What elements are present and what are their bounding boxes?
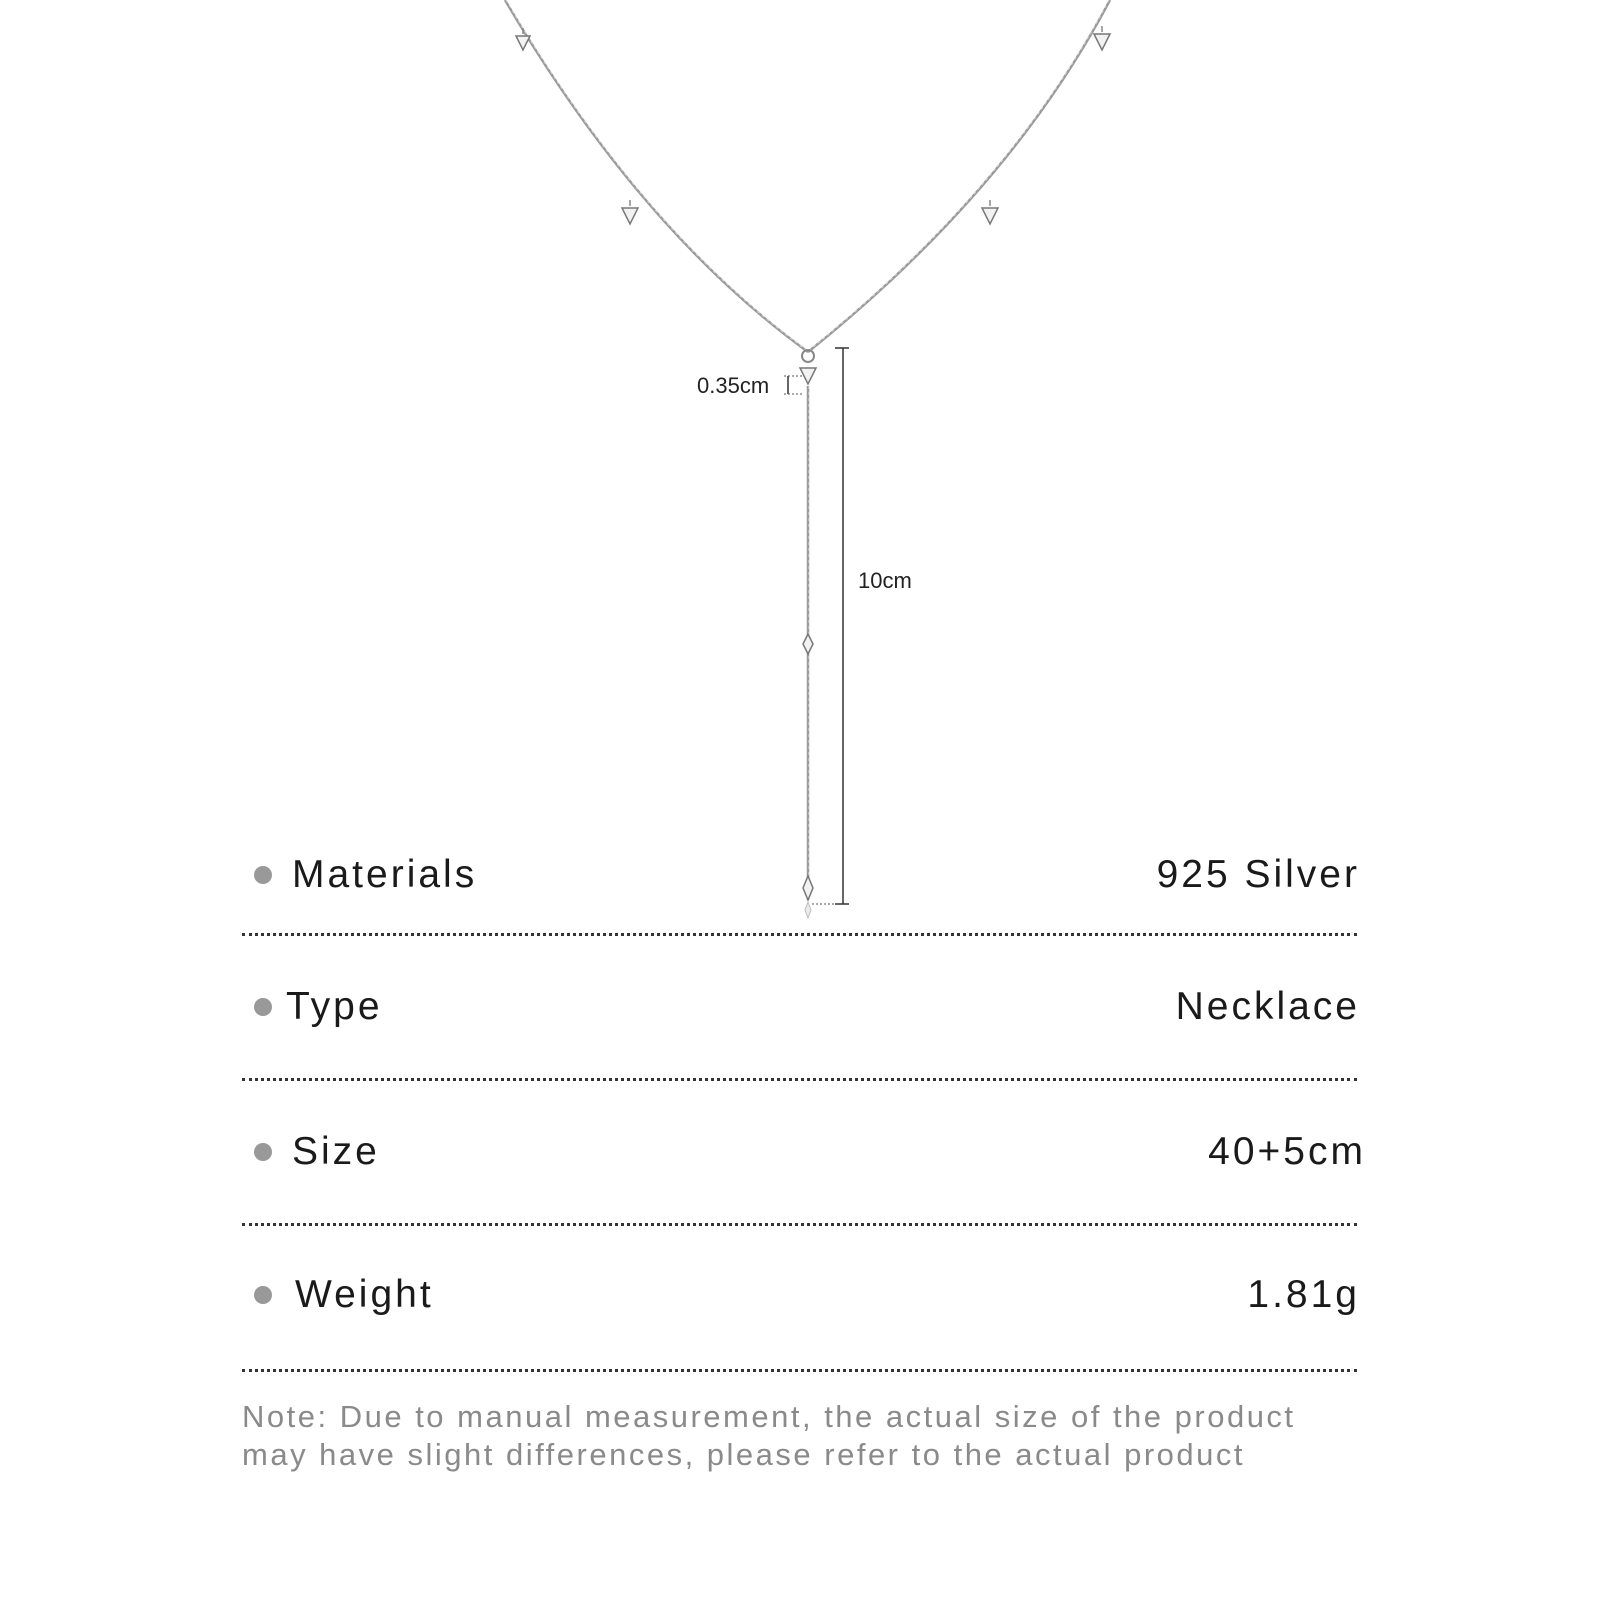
spec-row-size xyxy=(242,1122,1366,1182)
charm-left-mid xyxy=(622,200,638,224)
note-line-1: Note: Due to manual measurement, the actual size of the product xyxy=(242,1399,1296,1434)
spec-row-weight xyxy=(242,1265,1360,1325)
spec-row-type xyxy=(242,977,1360,1037)
charm-left-top xyxy=(516,28,530,50)
spec-row-materials xyxy=(242,845,1360,905)
dotted-divider xyxy=(242,1078,1357,1081)
spec-label-materials: Materials xyxy=(292,853,478,896)
bullet-icon xyxy=(254,1286,272,1304)
dotted-divider xyxy=(242,1369,1357,1372)
dotted-divider xyxy=(242,933,1357,936)
spec-label-weight: Weight xyxy=(295,1273,434,1316)
note-line-2: may have slight differences, please refer to the actual product xyxy=(242,1437,1246,1472)
spec-value-materials: 925 Silver xyxy=(1156,853,1360,896)
charm-right-mid xyxy=(982,200,998,224)
center-charm xyxy=(800,368,816,384)
dimension-line-long xyxy=(812,348,849,904)
dimension-small-label: 0.35cm xyxy=(697,373,770,398)
chain-left xyxy=(505,0,808,352)
spec-value-size: 40+5cm xyxy=(1208,1130,1366,1173)
chain-right xyxy=(808,0,1110,352)
drop-stone-middle xyxy=(803,634,813,654)
bullet-icon xyxy=(254,998,272,1016)
spec-value-type: Necklace xyxy=(1175,985,1360,1028)
bullet-icon xyxy=(254,866,272,884)
bullet-icon xyxy=(254,1143,272,1161)
dimension-line-small xyxy=(784,376,802,394)
spec-label-type: Type xyxy=(286,985,383,1028)
dimension-long-label: 10cm xyxy=(858,568,912,593)
spec-value-weight: 1.81g xyxy=(1247,1273,1360,1316)
spec-label-size: Size xyxy=(292,1130,380,1173)
charm-right-top xyxy=(1094,26,1110,50)
measurement-note xyxy=(242,1398,1362,1474)
dotted-divider xyxy=(242,1223,1357,1226)
